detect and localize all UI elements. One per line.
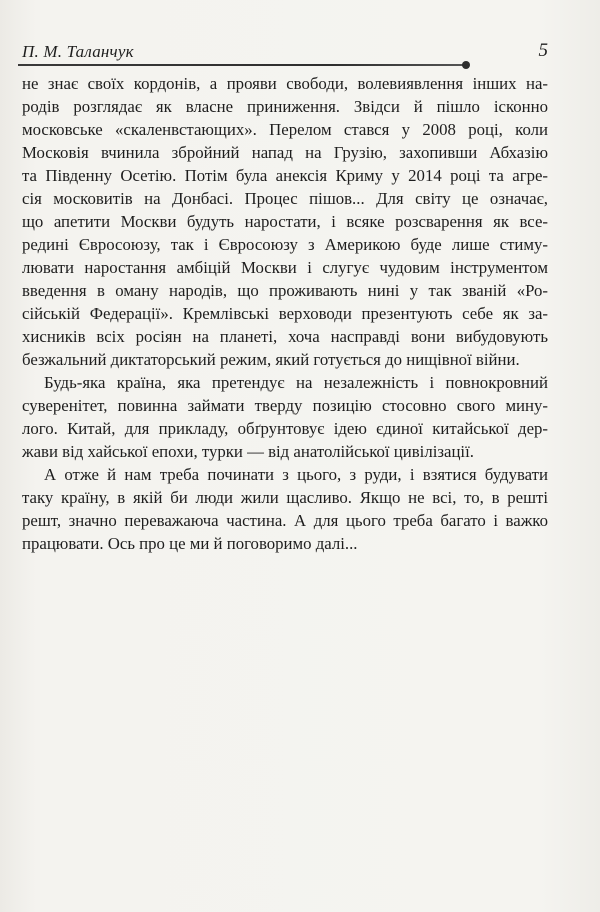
text-line: Московія вчинила збройний напад на Грузію, захопивши Абхазію: [22, 143, 548, 162]
text-line: лювати наростання амбіцій Москви і слугує чудовим інструментом: [22, 258, 548, 277]
paragraph: [22, 463, 548, 555]
text-line: не знає своїх кордонів, а прояви свободи, волевиявлення інших на-: [22, 74, 548, 93]
text-line: лого. Китай, для прикладу, обґрунтовує ідею єдиної китайської дер-: [22, 419, 548, 438]
text-line: таку країну, в якій би люди жили щасливо. Якщо не всі, то, в решті: [22, 488, 548, 507]
text-line: решт, значно переважаюча частина. А для цього треба багато і важко: [22, 511, 548, 530]
text-line: сійській Федерації». Кремлівські верховоди презентують себе як за-: [22, 304, 548, 323]
text-line: Будь-яка країна, яка претендує на незалежність і повнокровний: [44, 373, 548, 392]
header-rule-ornament: [462, 61, 470, 69]
text-line: московське «скаленвстающих». Перелом стався у 2008 році, коли: [22, 120, 548, 139]
text-line: безжальний диктаторський режим, який готується до нищівної війни.: [22, 350, 520, 369]
text-line: введення в оману народів, що проживають нині у так званій «Ро-: [22, 281, 548, 300]
text-line: та Південну Осетію. Потім була анексія Криму у 2014 році та агре-: [22, 166, 548, 185]
text-line: сія московитів на Донбасі. Процес пішов... Для світу це означає,: [22, 189, 548, 208]
text-line: працювати. Ось про це ми й поговоримо далі...: [22, 534, 358, 553]
text-line: А отже й нам треба починати з цього, з руди, і взятися будувати: [44, 465, 548, 484]
text-line: що апетити Москви будуть наростати, і всяке розсварення як все-: [22, 212, 548, 231]
text-line: жави від хайської епохи, турки — від анатолійської цивілізації.: [22, 442, 474, 461]
paragraph: [22, 72, 548, 371]
header-rule: [18, 64, 466, 66]
author-name: П. М. Таланчук: [22, 42, 134, 61]
text-line: хисників всіх росіян на планеті, хоча насправді вони вибудовують: [22, 327, 548, 346]
body-text: [22, 72, 548, 555]
text-line: суверенітет, повинна займати тверду позицію стосовно свого мину-: [22, 396, 548, 415]
text-line: родів розглядає як власне приниження. Звідси й пішло ісконно: [22, 97, 548, 116]
text-line: редині Євросоюзу, так і Євросоюзу з Америкою буде лише стиму-: [22, 235, 548, 254]
page-number: 5: [538, 40, 548, 61]
paragraph: [22, 371, 548, 463]
